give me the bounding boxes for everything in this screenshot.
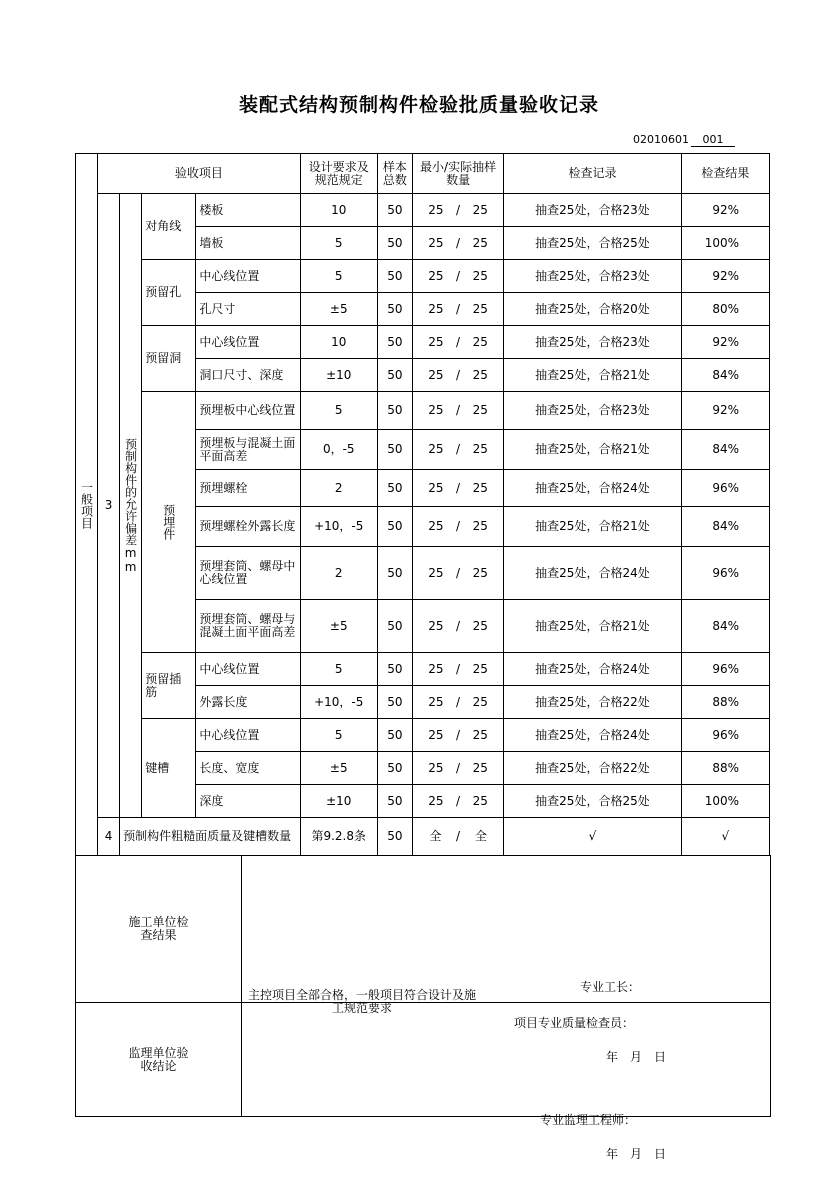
row-total: 50 — [377, 293, 412, 326]
row-record: 抽查25处，合格22处 — [504, 686, 682, 719]
row-result: 80% — [681, 293, 769, 326]
header-result: 检查结果 — [681, 154, 769, 194]
row-result: 88% — [681, 686, 769, 719]
row-actual: 25 — [472, 268, 488, 283]
row-sampling — [412, 686, 503, 719]
row-name: 孔尺寸 — [196, 293, 300, 326]
construction-date: 年 月 日 — [606, 1050, 667, 1064]
row-record: 抽查25处，合格25处 — [504, 227, 682, 260]
row-result: 100% — [681, 785, 769, 818]
row-total: 50 — [377, 194, 412, 227]
row-record: 抽查25处，合格25处 — [504, 785, 682, 818]
row-sampling — [412, 785, 503, 818]
row-record: 抽查25处，合格21处 — [504, 600, 682, 653]
row-slash: / — [456, 727, 461, 742]
row-min: 25 — [428, 694, 444, 709]
row-slash: / — [456, 268, 461, 283]
row-total: 50 — [377, 653, 412, 686]
row-total: 50 — [377, 392, 412, 430]
row-min: 25 — [428, 565, 444, 580]
supervision-cell — [242, 1003, 771, 1161]
row-name: 预埋螺栓外露长度 — [196, 507, 300, 547]
supervision-date: 年 月 日 — [606, 1146, 667, 1161]
row-sampling — [412, 260, 503, 293]
row-design: +10，-5 — [300, 507, 377, 547]
row-actual: 25 — [472, 367, 488, 382]
row-actual: 25 — [472, 442, 488, 456]
general-items-label: 一般项目 — [79, 480, 94, 529]
row-slash: / — [456, 480, 461, 495]
engineer-label: 专业监理工程师： — [540, 1112, 637, 1127]
item4-record: √ — [504, 818, 682, 856]
header-record: 检查记录 — [504, 154, 682, 194]
row-min: 25 — [428, 268, 444, 283]
table-row — [76, 194, 770, 227]
row-slash: / — [456, 618, 461, 633]
row-record: 抽查25处，合格20处 — [504, 293, 682, 326]
item3-name-cell — [120, 194, 142, 818]
row-record: 抽查25处，合格23处 — [504, 326, 682, 359]
row-total: 50 — [377, 507, 412, 547]
item4-no: 4 — [98, 818, 120, 856]
item4-result: √ — [681, 818, 769, 856]
foreman-label: 专业工长： — [580, 980, 641, 994]
row-result: 92% — [681, 326, 769, 359]
row-design: +10，-5 — [300, 686, 377, 719]
row-total: 50 — [377, 430, 412, 470]
row-design: 2 — [300, 470, 377, 507]
group-rebar: 预留插筋 — [142, 653, 196, 719]
row-slash: / — [456, 367, 461, 382]
row-actual: 25 — [472, 202, 488, 217]
row-sampling — [412, 326, 503, 359]
group-hole: 预留孔 — [142, 260, 196, 326]
row-design: ±10 — [300, 359, 377, 392]
row-record: 抽查25处，合格21处 — [504, 507, 682, 547]
row-slash: / — [456, 442, 461, 456]
row-slash: / — [456, 403, 461, 417]
construction-row — [76, 856, 771, 1003]
row-total: 50 — [377, 359, 412, 392]
construction-conclusion: 主控项目全部合格，一般项目符合设计及施工规范要求 — [247, 988, 476, 1015]
inspector-label: 项目专业质量检查员： — [514, 1016, 635, 1030]
row-result: 100% — [681, 227, 769, 260]
construction-label: 施工单位检查结果 — [76, 856, 242, 1003]
row-sampling — [412, 507, 503, 547]
row-min: 25 — [428, 202, 444, 217]
row-min: 25 — [428, 403, 444, 417]
group-keyslot: 键槽 — [142, 719, 196, 818]
row-actual: 25 — [472, 334, 488, 349]
row-sampling — [412, 430, 503, 470]
document-code — [633, 133, 735, 147]
table-row — [76, 326, 770, 359]
item3-name: 预制构件的允许偏差mm — [123, 437, 138, 574]
group-diagonal: 对角线 — [142, 194, 196, 260]
row-actual: 25 — [472, 301, 488, 316]
header-sampling: 最小/实际抽样数量 — [412, 154, 503, 194]
row-name: 预埋套筒、螺母与混凝土面平面高差 — [196, 600, 300, 653]
item4-actual: 全 — [474, 829, 487, 843]
row-min: 25 — [428, 760, 444, 775]
row-record: 抽查25处，合格24处 — [504, 470, 682, 507]
row-min: 25 — [428, 442, 444, 456]
row-name: 中心线位置 — [196, 719, 300, 752]
row-total: 50 — [377, 719, 412, 752]
row-min: 25 — [428, 661, 444, 676]
row-actual: 25 — [472, 661, 488, 676]
row-result: 92% — [681, 392, 769, 430]
row-design: 10 — [300, 194, 377, 227]
row-design: 0，-5 — [300, 430, 377, 470]
row-design: ±5 — [300, 600, 377, 653]
row-design: 5 — [300, 260, 377, 293]
row-design: ±5 — [300, 752, 377, 785]
header-row — [76, 154, 770, 194]
header-design: 设计要求及规范规定 — [300, 154, 377, 194]
row-design: 5 — [300, 227, 377, 260]
row-record: 抽查25处，合格24处 — [504, 653, 682, 686]
row-record: 抽查25处，合格21处 — [504, 430, 682, 470]
item4-sampling — [412, 818, 503, 856]
row-design: 10 — [300, 326, 377, 359]
row-sampling — [412, 293, 503, 326]
supervision-row — [76, 1003, 771, 1117]
row-actual: 25 — [472, 565, 488, 580]
row-min: 25 — [428, 334, 444, 349]
row-design: 5 — [300, 719, 377, 752]
document-title: 装配式结构预制构件检验批质量验收记录 — [238, 94, 599, 116]
row-slash: / — [456, 661, 461, 676]
row-record: 抽查25处，合格24处 — [504, 547, 682, 600]
row-min: 25 — [428, 793, 444, 808]
row-sampling — [412, 752, 503, 785]
row-slash: / — [456, 793, 461, 808]
row-min: 25 — [428, 301, 444, 316]
row-slash: / — [456, 694, 461, 709]
row-result: 84% — [681, 359, 769, 392]
item4-slash: / — [456, 829, 461, 843]
row-result: 92% — [681, 260, 769, 293]
row-name: 长度、宽度 — [196, 752, 300, 785]
row-result: 96% — [681, 719, 769, 752]
row-actual: 25 — [472, 727, 488, 742]
row-sampling — [412, 359, 503, 392]
row-sampling — [412, 470, 503, 507]
row-name: 中心线位置 — [196, 260, 300, 293]
row-slash: / — [456, 235, 461, 250]
row-result: 88% — [681, 752, 769, 785]
row-result: 84% — [681, 507, 769, 547]
row-actual: 25 — [472, 480, 488, 495]
row-result: 84% — [681, 430, 769, 470]
row-sampling — [412, 653, 503, 686]
row-total: 50 — [377, 547, 412, 600]
row-name: 预埋板中心线位置 — [196, 392, 300, 430]
construction-cell — [242, 856, 771, 1064]
row-slash: / — [456, 565, 461, 580]
row-slash: / — [456, 760, 461, 775]
table-row-item4 — [76, 818, 770, 856]
row-name: 洞口尺寸、深度 — [196, 359, 300, 392]
doc-code: 02010601 — [633, 133, 689, 146]
general-items-cell — [76, 154, 98, 856]
row-name: 外露长度 — [196, 686, 300, 719]
row-name: 墙板 — [196, 227, 300, 260]
row-actual: 25 — [472, 694, 488, 709]
row-name: 预埋套筒、螺母中心线位置 — [196, 547, 300, 600]
row-total: 50 — [377, 326, 412, 359]
row-actual: 25 — [472, 235, 488, 250]
row-slash: / — [456, 334, 461, 349]
row-slash: / — [456, 519, 461, 533]
row-result: 96% — [681, 470, 769, 507]
row-record: 抽查25处，合格23处 — [504, 194, 682, 227]
row-total: 50 — [377, 686, 412, 719]
row-actual: 25 — [472, 618, 488, 633]
item4-min: 全 — [429, 829, 442, 843]
row-slash: / — [456, 202, 461, 217]
row-design: ±5 — [300, 293, 377, 326]
row-result: 84% — [681, 600, 769, 653]
row-total: 50 — [377, 600, 412, 653]
row-actual: 25 — [472, 519, 488, 533]
row-name: 预埋螺栓 — [196, 470, 300, 507]
row-name: 中心线位置 — [196, 653, 300, 686]
row-total: 50 — [377, 260, 412, 293]
row-sampling — [412, 600, 503, 653]
row-design: 5 — [300, 392, 377, 430]
header-item: 验收项目 — [98, 154, 301, 194]
row-record: 抽查25处，合格21处 — [504, 359, 682, 392]
row-record: 抽查25处，合格24处 — [504, 719, 682, 752]
row-min: 25 — [428, 367, 444, 382]
signature-table — [75, 855, 771, 1161]
item4-design: 第9.2.8条 — [300, 818, 377, 856]
table-row — [76, 653, 770, 686]
row-result: 96% — [681, 547, 769, 600]
row-design: ±10 — [300, 785, 377, 818]
row-min: 25 — [428, 618, 444, 633]
row-total: 50 — [377, 752, 412, 785]
row-sampling — [412, 194, 503, 227]
row-name: 楼板 — [196, 194, 300, 227]
row-total: 50 — [377, 470, 412, 507]
item4-total: 50 — [377, 818, 412, 856]
row-record: 抽查25处，合格22处 — [504, 752, 682, 785]
row-name: 中心线位置 — [196, 326, 300, 359]
row-sampling — [412, 719, 503, 752]
group-label-embedded: 预埋件 — [161, 504, 176, 540]
row-result: 96% — [681, 653, 769, 686]
row-design: 5 — [300, 653, 377, 686]
doc-number: 001 — [691, 133, 735, 147]
row-actual: 25 — [472, 760, 488, 775]
row-min: 25 — [428, 727, 444, 742]
row-total: 50 — [377, 227, 412, 260]
row-name: 预埋板与混凝土面平面高差 — [196, 430, 300, 470]
row-sampling — [412, 392, 503, 430]
row-min: 25 — [428, 235, 444, 250]
inspection-table — [75, 153, 770, 856]
row-record: 抽查25处，合格23处 — [504, 260, 682, 293]
row-actual: 25 — [472, 793, 488, 808]
group-embedded — [142, 392, 196, 653]
group-opening: 预留洞 — [142, 326, 196, 392]
row-min: 25 — [428, 519, 444, 533]
row-sampling — [412, 227, 503, 260]
row-total: 50 — [377, 785, 412, 818]
row-design: 2 — [300, 547, 377, 600]
row-slash: / — [456, 301, 461, 316]
table-row — [76, 392, 770, 430]
item4-name: 预制构件粗糙面质量及键槽数量 — [120, 818, 301, 856]
header-sample-total: 样本总数 — [377, 154, 412, 194]
row-record: 抽查25处，合格23处 — [504, 392, 682, 430]
row-name: 深度 — [196, 785, 300, 818]
row-min: 25 — [428, 480, 444, 495]
item3-no: 3 — [98, 194, 120, 818]
row-actual: 25 — [472, 403, 488, 417]
table-row — [76, 260, 770, 293]
row-result: 92% — [681, 194, 769, 227]
supervision-label: 监理单位验收结论 — [76, 1003, 242, 1117]
table-row — [76, 719, 770, 752]
row-sampling — [412, 547, 503, 600]
